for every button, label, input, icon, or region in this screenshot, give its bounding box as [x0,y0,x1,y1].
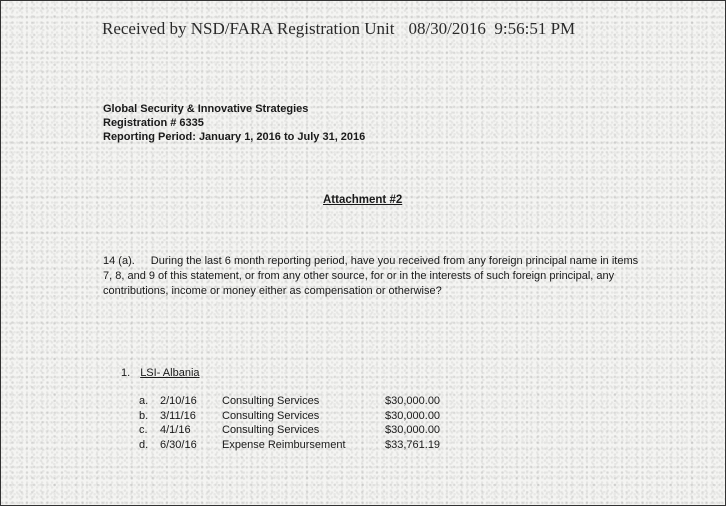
attachment-title: Attachment #2 [323,194,403,206]
section-number: 1. [121,367,131,379]
table-row [139,394,440,409]
item-letter: b. [139,409,149,422]
payments-table [139,394,440,452]
question-text: During the last 6 month reporting period, have you received from any foreign principal name in items 7, 8, and 9 of this statement, or from any other source, for or in the interests of such foreign principal, any contributions, income or money either as compensation or otherwise? [103,255,639,297]
item-letter: d. [139,438,149,451]
section-heading [121,367,200,379]
registration-number: Registration # 6335 [103,117,204,129]
item-description: Consulting Services [222,409,320,422]
item-letter: c. [139,424,148,436]
section-name: LSI- Albania [140,367,200,379]
question-block [103,254,643,299]
received-time: 9:56:51 PM [494,19,576,38]
item-description: Expense Reimbursement [222,438,346,451]
question-number: 14 (a). [103,255,135,267]
item-description: Consulting Services [222,424,320,436]
item-date: 3/11/16 [160,409,196,422]
item-amount: $30,000.00 [385,395,441,407]
item-letter: a. [139,395,149,407]
received-stamp [102,19,575,39]
item-description: Consulting Services [222,395,320,407]
registrant-block [103,102,365,144]
table-row [139,438,440,453]
received-date: 08/30/2016 [408,19,486,38]
item-amount: $30,000.00 [385,409,441,422]
item-amount: $33,761.19 [385,438,441,451]
reporting-period: Reporting Period: January 1, 2016 to July 31, 2016 [103,131,366,143]
item-date: 6/30/16 [160,438,197,451]
item-amount: $30,000.00 [385,424,441,436]
registrant-name: Global Security & Innovative Strategies [103,103,309,115]
table-row [139,423,440,438]
table-row [139,409,440,424]
item-date: 2/10/16 [160,395,197,407]
received-label: Received by NSD/FARA Registration Unit [102,19,395,38]
item-date: 4/1/16 [160,424,191,436]
